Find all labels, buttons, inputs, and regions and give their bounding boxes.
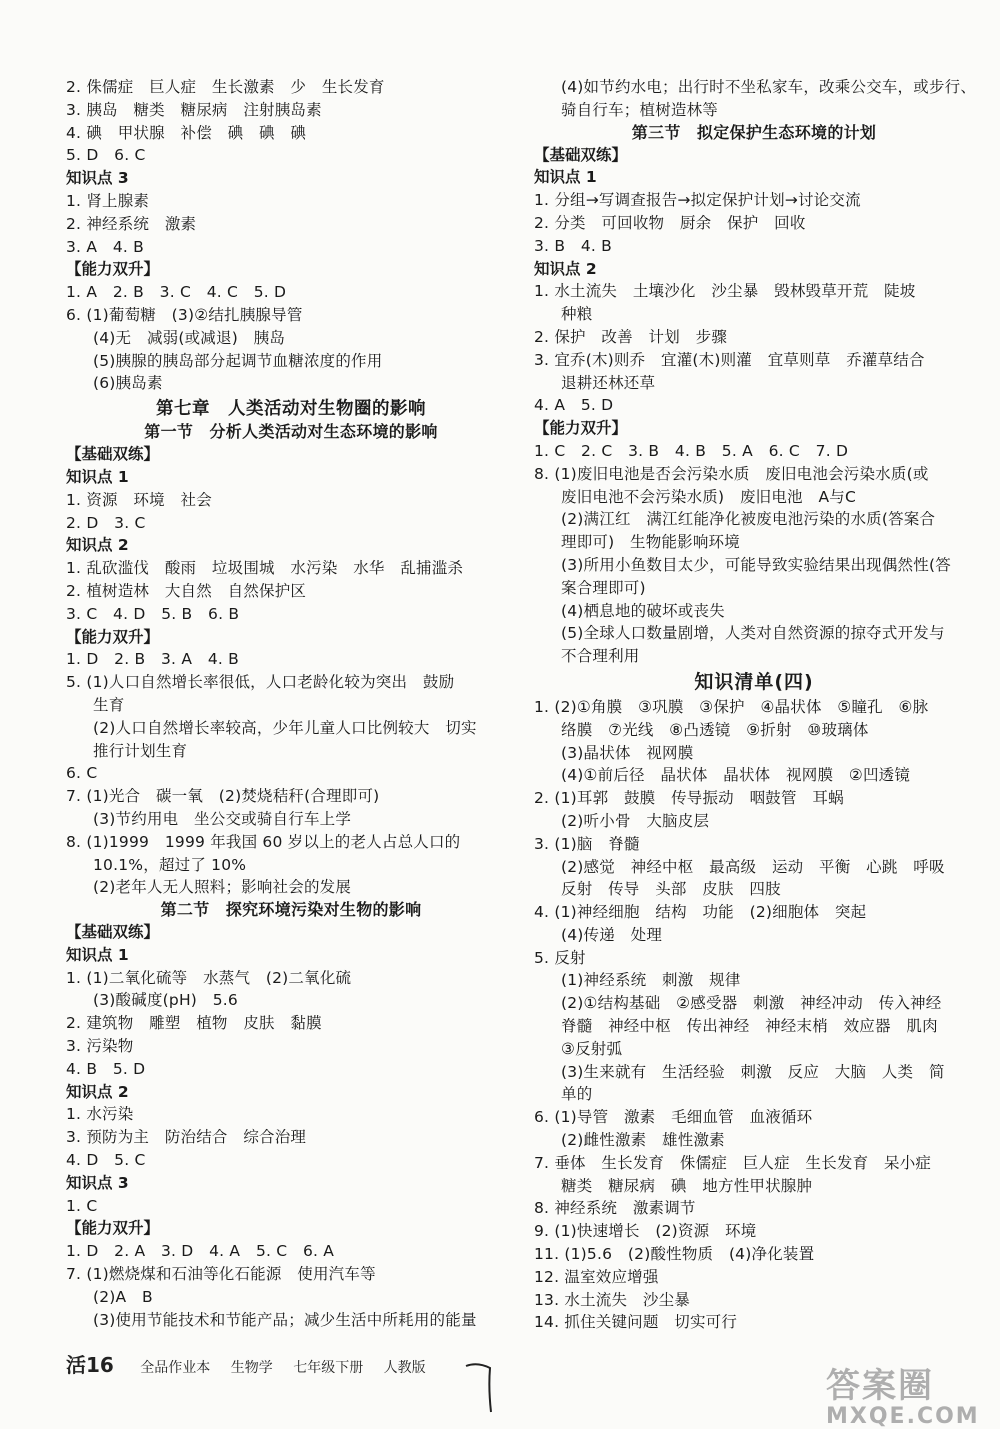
answer-line: 3. C 4. D 5. B 6. B: [66, 604, 240, 623]
answer-line-indented: 单的: [561, 1085, 593, 1104]
answer-line: 5. (1)人口自然增长率很低，人口老龄化较为突出 鼓励: [66, 673, 455, 692]
answer-line: 1. C: [66, 1196, 98, 1215]
answer-line: 3. 宜乔(木)则乔 宜灌(木)则灌 宜草则草 乔灌草结合: [534, 350, 925, 369]
answer-line-indented: 废旧电池不会污染水质) 废旧电池 A与C: [561, 487, 856, 506]
section-heading: 知识点 3: [66, 1173, 129, 1192]
answer-line: 9. (1)快速增长 (2)资源 环境: [534, 1222, 757, 1241]
section-heading: 【能力双升】: [66, 260, 160, 279]
section-title: 第一节 分析人类活动对生态环境的影响: [144, 422, 438, 442]
answer-line-indented: (4)如节约水电；出行时不坐私家车，改乘公交车，或步行、: [561, 78, 977, 96]
answer-line-indented: 10.1%，超过了 10%: [93, 855, 247, 874]
answer-line-indented: (2)听小骨 大脑皮层: [561, 811, 710, 830]
chapter-title: 第七章 人类活动对生物圈的影响: [156, 399, 426, 420]
answer-line-indented: 络膜 ⑦光线 ⑧凸透镜 ⑨折射 ⑩玻璃体: [561, 720, 869, 739]
answer-line: 2. 植树造林 大自然 自然保护区: [66, 581, 307, 600]
answer-line-indented: (1)神经系统 刺激 规律: [561, 971, 741, 990]
answer-line: 4. B 5. D: [66, 1059, 146, 1078]
page-footer: [66, 1349, 442, 1378]
watermark-title: 答案圈: [826, 1366, 934, 1406]
left-column: [66, 76, 516, 1331]
section-title: 第三节 拟定保护生态环境的计划: [631, 122, 877, 142]
watermark-logo: [826, 1368, 980, 1429]
answer-line: 2. 分类 可回收物 厨余 保护 回收: [534, 213, 806, 232]
answer-line: 1. 水土流失 土壤沙化 沙尘暴 毁林毁草开荒 陡坡: [534, 282, 916, 301]
answer-line: 5. 反射: [534, 948, 586, 967]
answer-line: 3. B 4. B: [534, 236, 612, 255]
answer-line-indented: 不合理利用: [561, 647, 640, 666]
answer-line-indented: (4)①前后径 晶状体 晶状体 视网膜 ②凹透镜: [561, 766, 911, 785]
answer-line: 6. C: [66, 764, 98, 783]
answer-line: 3. (1)脑 脊髓: [534, 834, 640, 853]
answer-line: 6. (1)葡萄糖 (3)②结扎胰腺导管: [66, 305, 303, 324]
section-heading: 【基础双练】: [534, 145, 628, 164]
answer-line-indented: 糖类 糖尿病 碘 地方性甲状腺肿: [561, 1176, 813, 1195]
answer-line-indented: (4)传递 处理: [561, 925, 663, 944]
answer-line: 4. 碘 甲状腺 补偿 碘 碘 碘: [66, 123, 307, 142]
answer-line: 1. C 2. C 3. B 4. B 5. A 6. C 7. D: [534, 441, 849, 460]
answer-line: 1. 资源 环境 社会: [66, 490, 212, 509]
answer-line-indented: (2)人口自然增长率较高，少年儿童人口比例较大 切实: [93, 718, 477, 737]
answer-line: 1. 肾上腺素: [66, 191, 150, 210]
answer-line: 4. (1)神经细胞 结构 功能 (2)细胞体 突起: [534, 903, 867, 922]
answer-line-indented: (3)所用小鱼数目太少，可能导致实验结果出现偶然性(答: [561, 555, 951, 574]
section-heading: 知识点 1: [66, 945, 129, 964]
answer-line: 8. 神经系统 激素调节: [534, 1199, 696, 1218]
answer-line-indented: (2)A B: [93, 1287, 153, 1306]
answer-line: 3. 预防为主 防治结合 综合治理: [66, 1128, 307, 1147]
answer-line-indented: ③反射弧: [561, 1039, 623, 1058]
section-heading: 知识点 2: [534, 259, 597, 278]
answer-line: 1. 分组→写调查报告→拟定保护计划→讨论交流: [534, 191, 861, 210]
answer-line-indented: (3)节约用电 坐公交或骑自行车上学: [93, 809, 352, 828]
answer-line: 4. A 5. D: [534, 396, 614, 415]
answer-line-indented: 脊髓 神经中枢 传出神经 神经末梢 效应器 肌肉: [561, 1017, 938, 1036]
answer-line-indented: 案合理即可): [561, 578, 646, 597]
answer-line-indented: 骑自行车；植树造林等: [561, 100, 719, 119]
answer-line: 14. 抓住关键问题 切实可行: [534, 1313, 738, 1332]
answer-line: 12. 温室效应增强: [534, 1267, 659, 1286]
answer-line-indented: 退耕还林还草: [561, 373, 656, 392]
answer-line: 5. D 6. C: [66, 146, 146, 165]
answer-line: 2. 神经系统 激素: [66, 214, 197, 233]
section-heading: 【能力双升】: [534, 419, 628, 438]
answer-line: 6. (1)导管 激素 毛细血管 血液循环: [534, 1108, 813, 1127]
edition-name: 人教版: [383, 1360, 426, 1376]
answer-line-indented: (2)①结构基础 ②感受器 刺激 神经冲动 传入神经: [561, 994, 942, 1013]
answer-line: 3. 胰岛 糖类 糖尿病 注射胰岛素: [66, 100, 322, 119]
page-number: 活16: [66, 1353, 114, 1377]
answer-line-indented: 反射 传导 头部 皮肤 四肢: [561, 880, 781, 899]
answer-line-indented: 推行计划生育: [93, 741, 188, 760]
section-heading: 知识点 1: [66, 467, 129, 486]
section-heading: 知识点 2: [66, 536, 129, 555]
answer-line: 1. (1)二氧化硫等 水蒸气 (2)二氧化硫: [66, 968, 352, 987]
answer-line-indented: (2)雌性激素 雄性激素: [561, 1131, 725, 1150]
answer-line-indented: 种粮: [561, 305, 593, 324]
answer-line: 7. (1)光合 碳一氧 (2)焚烧秸秆(合理即可): [66, 787, 380, 806]
answer-line: 1. 水污染: [66, 1105, 134, 1124]
answer-line-indented: (2)满江红 满江红能净化被废电池污染的水质(答案合: [561, 510, 936, 529]
answer-line: 3. 污染物: [66, 1037, 134, 1056]
watermark-url: MXQE.COM: [826, 1404, 980, 1429]
answer-line-indented: (6)胰岛素: [93, 374, 163, 393]
answer-line-indented: (2)老年人无人照料；影响社会的发展: [93, 878, 352, 897]
answer-line: 4. D 5. C: [66, 1151, 146, 1170]
handwritten-mark: [460, 1360, 500, 1420]
section-heading: 【基础双练】: [66, 923, 160, 942]
answer-line: 8. (1)1999 1999 年我国 60 岁以上的老人占总人口的: [66, 832, 461, 851]
section-heading: 【能力双升】: [66, 627, 160, 646]
answer-line-indented: (4)无 减弱(或减退) 胰岛: [93, 328, 286, 347]
answer-line: 7. 垂体 生长发育 侏儒症 巨人症 生长发育 呆小症: [534, 1153, 932, 1172]
book-name: 全品作业本: [140, 1360, 211, 1376]
answer-line: 1. 乱砍滥伐 酸雨 垃圾围城 水污染 水华 乱捕滥杀: [66, 559, 464, 578]
answer-line-indented: (3)使用节能技术和节能产品；减少生活中所耗用的能量: [93, 1310, 477, 1329]
answer-line: 2. D 3. C: [66, 513, 146, 532]
answer-line: 2. 建筑物 雕塑 植物 皮肤 黏膜: [66, 1014, 322, 1033]
section-title: 第二节 探究环境污染对生物的影响: [160, 900, 422, 920]
answer-line: 2. 保护 改善 计划 步骤: [534, 327, 728, 346]
section-heading: 【基础双练】: [66, 445, 160, 464]
answer-line: 3. A 4. B: [66, 237, 144, 256]
answer-line-indented: (4)栖息地的破坏或丧失: [561, 601, 725, 620]
answer-line: 8. (1)废旧电池是否会污染水质 废旧电池会污染水质(或: [534, 464, 929, 483]
answer-line: 1. D 2. A 3. D 4. A 5. C 6. A: [66, 1242, 335, 1261]
answer-line: 1. D 2. B 3. A 4. B: [66, 650, 239, 669]
section-heading: 知识点 2: [66, 1082, 129, 1101]
answer-line-indented: (3)生来就有 生活经验 刺激 反应 大脑 人类 简: [561, 1062, 945, 1081]
answer-line: 7. (1)燃烧煤和石油等化石能源 使用汽车等: [66, 1265, 376, 1284]
answer-line: 13. 水土流失 沙尘暴: [534, 1290, 690, 1309]
answer-line: 2. (1)耳郭 鼓膜 传导振动 咽鼓管 耳蜗: [534, 789, 844, 808]
answer-line-indented: 生育: [93, 695, 125, 714]
answer-line-indented: (2)感觉 神经中枢 最高级 运动 平衡 心跳 呼吸: [561, 857, 945, 876]
right-column: [534, 76, 977, 1334]
answer-line-indented: (3)晶状体 视网膜: [561, 743, 694, 762]
subject-name: 生物学: [230, 1360, 273, 1376]
section-heading: 【能力双升】: [66, 1219, 160, 1238]
grade-name: 七年级下册: [293, 1360, 364, 1376]
answer-line-indented: (5)胰腺的胰岛部分起调节血糖浓度的作用: [93, 351, 383, 370]
answer-line: 2. 侏儒症 巨人症 生长激素 少 生长发育: [66, 78, 385, 96]
section-heading: 知识点 3: [66, 169, 129, 188]
answer-line-indented: (5)全球人口数量剧增，人类对自然资源的掠夺式开发与: [561, 624, 945, 643]
answer-line-indented: 理即可) 生物能影响环境: [561, 533, 740, 552]
answer-line-indented: (3)酸碱度(pH) 5.6: [93, 991, 238, 1010]
answer-line: 1. (2)①角膜 ③巩膜 ③保护 ④晶状体 ⑤瞳孔 ⑥脉: [534, 697, 929, 716]
list-title: 知识清单(四): [694, 670, 814, 693]
section-heading: 知识点 1: [534, 168, 597, 187]
answer-line: 11. (1)5.6 (2)酸性物质 (4)净化装置: [534, 1245, 815, 1264]
answer-line: 1. A 2. B 3. C 4. C 5. D: [66, 283, 287, 302]
